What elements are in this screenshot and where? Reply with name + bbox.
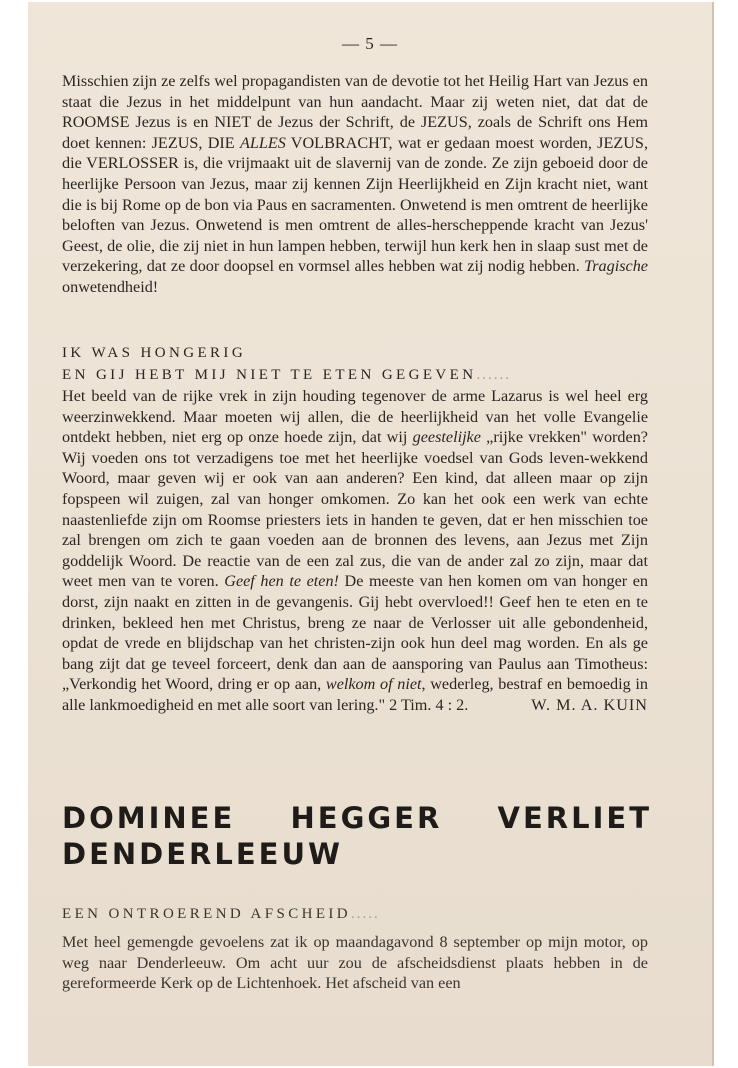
title-word: HEGGER [290,801,443,835]
emphasis-text: welkom of niet [325,675,422,694]
heading-dots: ...... [476,367,511,383]
title-word: VERLIET [497,801,652,835]
paragraph-text: „rijke vrekken" worden? Wij voeden ons tot verzadigens toe met het heerlijke voedsel van Gods leven-wekkend Woord, maar geven wij er ook van aan anderen? Een kind, dat alleen maar op zijn fopspeen wil zuigen, zal van honger omkomen. Zo kan het ook een werk van echte naastenliefde zijn om Roomse priesters iets in handen te geven, dat er hen misschien toe zal brengen om zich te gaan voeden aan de bronnen des levens, aan Jezus met Zijn goddelijk Woord. De reactie van de een zal zus, die van de ander zal zo zijn, maar dat weet men van te voren. [62,428,648,591]
author-signature: W. M. A. KUIN [531,695,648,714]
title-word: DOMINEE [62,801,236,835]
paragraph-text: onwetendheid! [62,277,159,296]
paragraph-farewell: Met heel gemengde gevoelens zat ik op maandagavond 8 september op mijn motor, op weg naar Denderleeuw. Om acht uur zou de afscheidsdienst plaats hebben in de gereformeerde Kerk op de Lichtenhoek. Het afscheid van een [62,933,648,993]
paragraph-text: VOLBRACHT, wat er gedaan moest worden, JEZUS, die VERLOSSER is, die vrijmaakt uit de slavernij van de zonde. Ze zijn geboeid door de heerlijke Persoon van Jezus, maar zij kennen Zijn Heerlijkheid en Zijn kracht niet, want die is bij Rome op de bon via Paus en sacramenten. Onwetend is men omtrent de heerlijke beloften van Jezus. Onwetend is men omtrent de alles-herscheppende kracht van Jezus' Geest, de olie, die zij niet in hun lampen hebben, terwijl hun kerk hen in slaap sust met de verzekering, dat ze door doopsel en vormsel alles hebben wat zij nodig hebben. [62,133,648,276]
section-heading-line1: IK WAS HONGERIG [62,345,247,361]
page-number: — 5 — [342,34,398,53]
paragraph-text: , wederleg, bestraf en bemoedig in alle lankmoedigheid en met alle soort van lering." 2 Tim. 4 : 2. [62,675,648,714]
emphasis-text: Tragische [584,257,648,276]
paragraph-devotion [62,71,648,298]
paragraph-text: De meeste van hen komen om van honger en dorst, zijn naakt en zitten in de gevangenis. Gij hebt overvloed!! Geef hen te eten en te drinken, bekleed hen met Christus, breng ze naar de Verlosser uit alle gebondenheid, opdat de vrede en blijdschap van het christen-zijn ook hun deel mag worden. En als ge bang zijt dat ge teveel forceert, denk dan aan de aansporing van Paulus aan Timotheus: „Verkondig het Woord, dring er op aan, [62,572,648,694]
section-heading-text: EN GIJ HEBT MIJ NIET TE ETEN GEGEVEN [62,367,477,383]
section-heading-text: EEN ONTROEREND AFSCHEID [62,906,352,922]
article-title-line2: DENDERLEEUW [62,837,344,871]
emphasis-text: geestelijke [412,428,481,447]
paragraph-text: Misschien zijn ze zelfs wel propagandisten van de devotie tot het Heilig Hart van Jezus en staat die Jezus in het middelpunt van hun aandacht. Maar zij weten niet, dat dat de ROOMSE Jezus is en NIET de Jezus der Schrift, de JEZUS, zoals de Schrift ons Hem doet kennen: JEZUS, DIE [62,72,648,152]
section-heading-line2 [62,365,662,385]
emphasis-text: ALLES [239,133,286,152]
document-page [28,2,712,1066]
article-title-line1 [62,798,652,838]
paragraph-hunger [62,386,648,716]
paragraph-text: Het beeld van de rijke vrek in zijn houding tegenover de arme Lazarus is wel heel erg weerzinwekkend. Maar moeten wij allen, die de heerlijkheid van het volle Evangelie ontdekt hebben, niet erg op onze hoede zijn, dat wij [62,387,648,447]
emphasis-text: Geef hen te eten! [224,572,339,591]
heading-dots: ..... [351,906,380,922]
section-heading-farewell [62,904,662,924]
